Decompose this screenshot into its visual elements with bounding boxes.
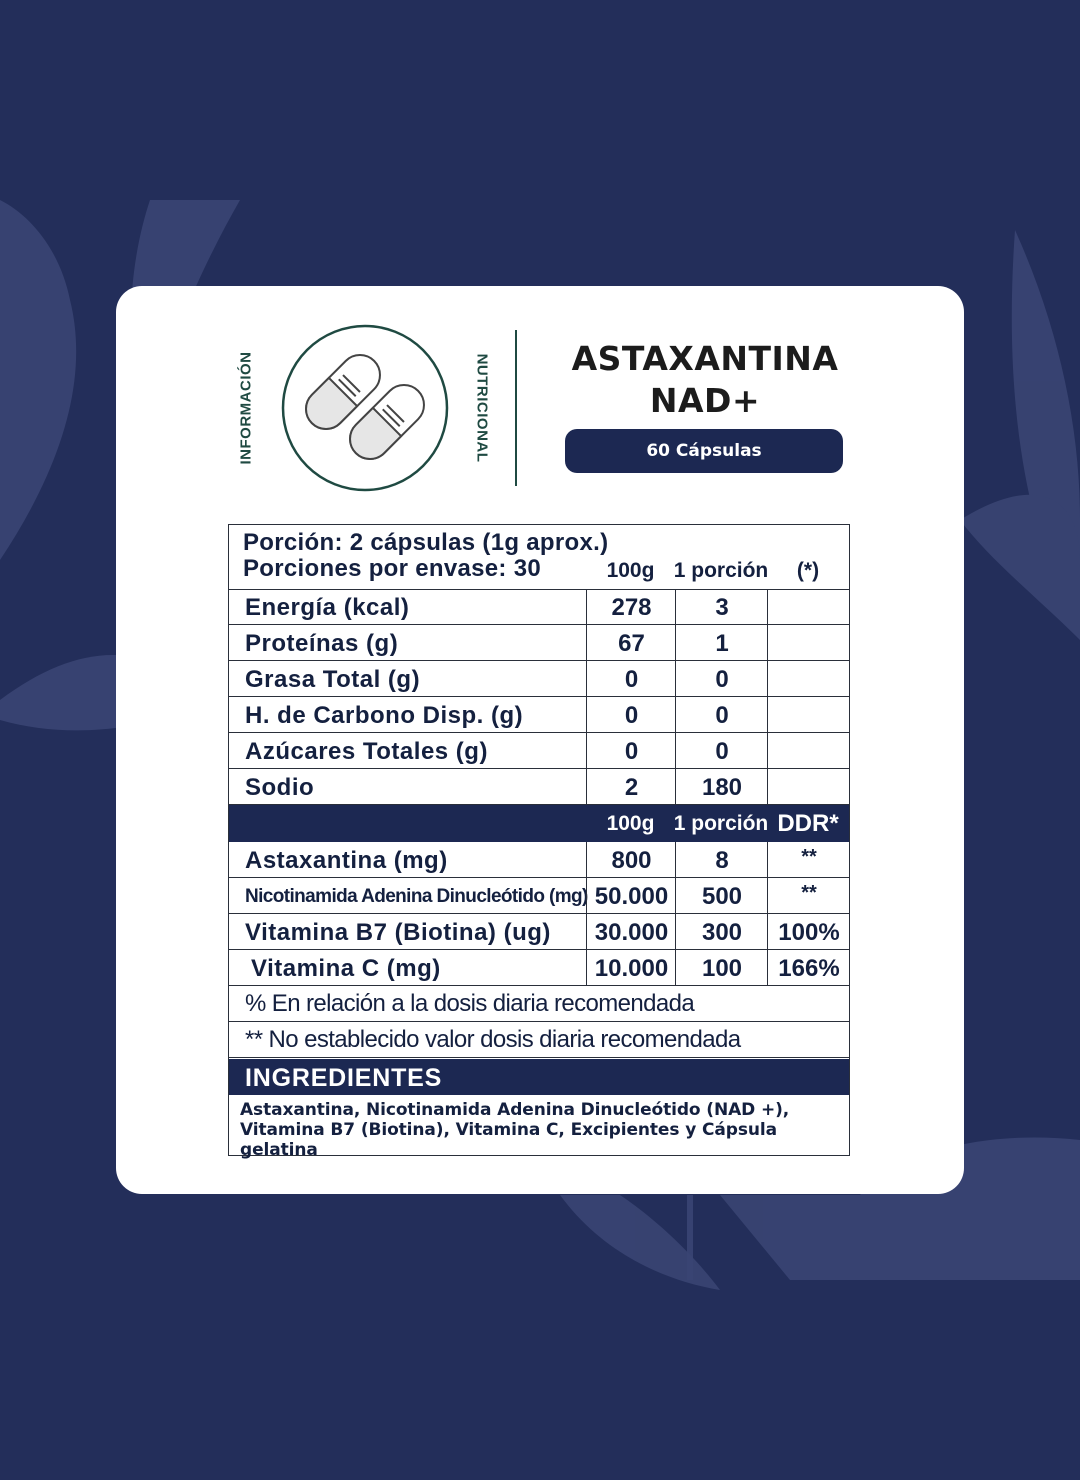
active-label: Vitamina B7 (Biotina) (ug) bbox=[245, 919, 551, 946]
nutrient-label: Energía (kcal) bbox=[245, 594, 410, 621]
col-header-pct: (*) bbox=[796, 559, 820, 582]
ingredients-list bbox=[240, 1100, 845, 1160]
value-portion: 3 bbox=[675, 589, 768, 624]
table-row bbox=[229, 697, 849, 733]
value-portion: 500 bbox=[675, 878, 768, 913]
nutrient-label: H. de Carbono Disp. (g) bbox=[245, 702, 524, 729]
nutrient-label: Proteínas (g) bbox=[245, 630, 399, 657]
value-100g: 50.000 bbox=[586, 878, 676, 913]
active-label: Astaxantina (mg) bbox=[245, 847, 448, 874]
table-row bbox=[229, 842, 849, 878]
footnote-ddr: % En relación a la dosis diaria recomendada bbox=[229, 986, 849, 1022]
value-100g: 10.000 bbox=[586, 950, 676, 985]
product-title-line2: NAD+ bbox=[649, 381, 761, 420]
product-title-line1: ASTAXANTINA bbox=[571, 339, 839, 378]
vertical-label-right: NUTRICIONAL bbox=[473, 353, 491, 463]
header-divider bbox=[515, 330, 517, 486]
actives-header-row bbox=[229, 805, 849, 842]
table-row bbox=[229, 769, 849, 805]
col-header-portion: 1 porción bbox=[673, 559, 769, 582]
actives-col-portion: 1 porción bbox=[673, 812, 769, 835]
capsule-count-badge: 60 Cápsulas bbox=[565, 429, 843, 473]
value-pct bbox=[767, 769, 850, 804]
capsules-icon bbox=[279, 322, 451, 494]
value-pct bbox=[767, 697, 850, 732]
ingredients-line-2: Vitamina B7 (Biotina), Vitamina C, Excipientes y Cápsula gelatina bbox=[240, 1120, 777, 1160]
nutrient-label: Grasa Total (g) bbox=[245, 666, 421, 693]
value-100g: 0 bbox=[586, 661, 676, 696]
value-100g: 0 bbox=[586, 733, 676, 768]
table-row bbox=[229, 878, 849, 914]
servings-per-container: Porciones por envase: 30 bbox=[243, 555, 541, 582]
value-100g: 30.000 bbox=[586, 914, 676, 949]
table-row bbox=[229, 625, 849, 661]
value-ddr: ** bbox=[767, 878, 850, 913]
actives-col-100g: 100g bbox=[606, 812, 655, 835]
value-ddr: 100% bbox=[767, 914, 850, 949]
actives-col-ddr: DDR* bbox=[777, 810, 839, 837]
value-100g: 0 bbox=[586, 697, 676, 732]
col-header-100g: 100g bbox=[606, 559, 655, 582]
ingredients-line-1: Astaxantina, Nicotinamida Adenina Dinucleótido (NAD +), bbox=[240, 1100, 790, 1120]
value-pct bbox=[767, 589, 850, 624]
value-100g: 67 bbox=[586, 625, 676, 660]
table-row bbox=[229, 661, 849, 697]
vertical-label-left: INFORMACIÓN bbox=[237, 351, 255, 465]
value-pct bbox=[767, 661, 850, 696]
table-row bbox=[229, 914, 849, 950]
value-pct bbox=[767, 733, 850, 768]
value-portion: 0 bbox=[675, 733, 768, 768]
value-portion: 8 bbox=[675, 842, 768, 877]
nutrient-label: Sodio bbox=[245, 774, 315, 801]
value-portion: 0 bbox=[675, 661, 768, 696]
value-ddr: ** bbox=[767, 842, 850, 877]
nutrient-label: Azúcares Totales (g) bbox=[245, 738, 488, 765]
value-portion: 0 bbox=[675, 697, 768, 732]
product-title bbox=[560, 338, 850, 422]
value-pct bbox=[767, 625, 850, 660]
serving-header bbox=[229, 525, 849, 590]
value-portion: 300 bbox=[675, 914, 768, 949]
value-100g: 2 bbox=[586, 769, 676, 804]
value-100g: 278 bbox=[586, 589, 676, 624]
value-portion: 1 bbox=[675, 625, 768, 660]
active-label: Nicotinamida Adenina Dinucleótido (mg) bbox=[245, 886, 588, 907]
value-100g: 800 bbox=[586, 842, 676, 877]
nutrition-table bbox=[228, 524, 850, 1160]
table-row bbox=[229, 733, 849, 769]
active-label: Vitamina C (mg) bbox=[251, 955, 441, 982]
table-row bbox=[229, 589, 849, 625]
serving-size: Porción: 2 cápsulas (1g aprox.) bbox=[243, 529, 609, 556]
footnote-no-ddr: ** No establecido valor dosis diaria recomendada bbox=[229, 1022, 849, 1058]
ingredients-heading: INGREDIENTES bbox=[229, 1059, 849, 1095]
value-portion: 180 bbox=[675, 769, 768, 804]
value-ddr: 166% bbox=[767, 950, 850, 985]
value-portion: 100 bbox=[675, 950, 768, 985]
table-row bbox=[229, 950, 849, 986]
